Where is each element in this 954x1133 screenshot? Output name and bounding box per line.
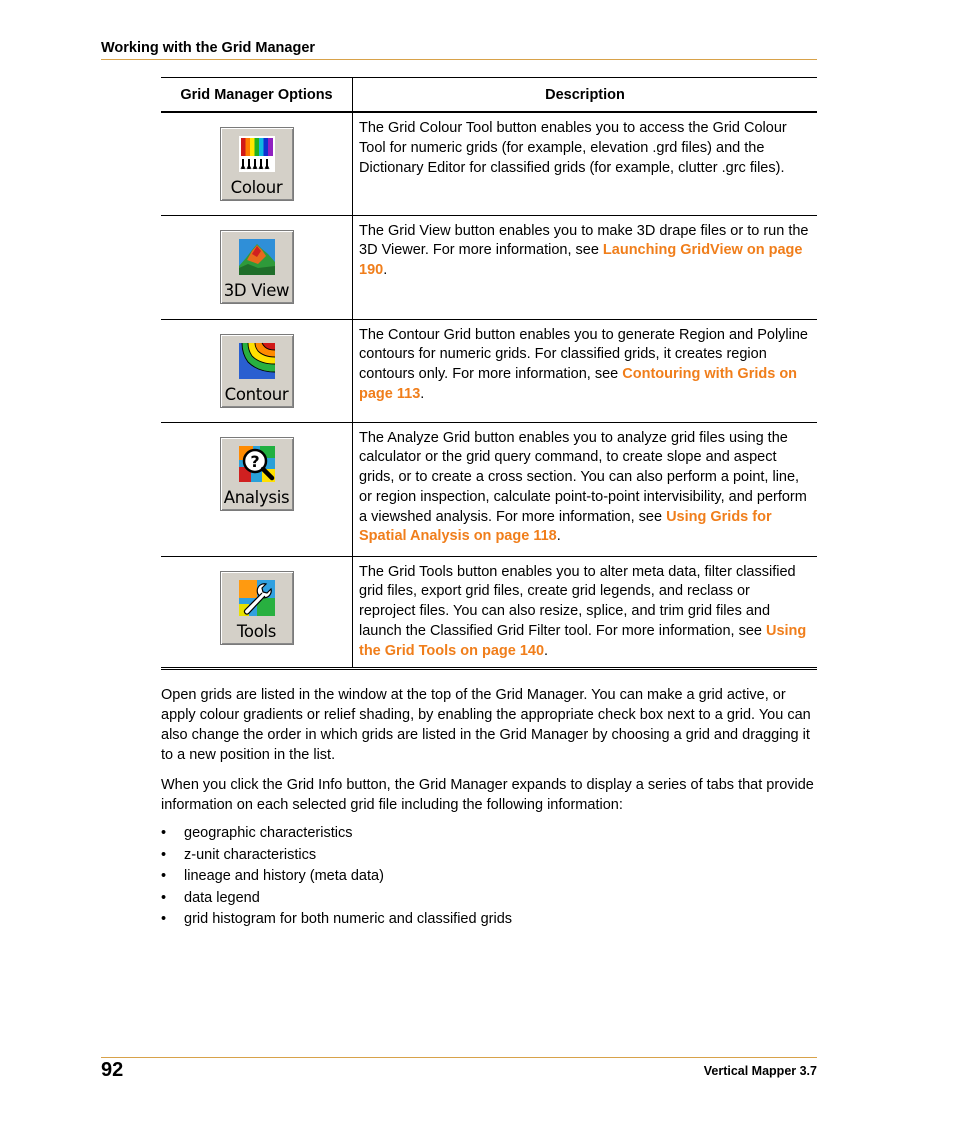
footer-rule xyxy=(101,1057,817,1058)
list-item: • geographic characteristics xyxy=(161,823,512,845)
list-item: • data legend xyxy=(161,888,512,910)
list-item: • z-unit characteristics xyxy=(161,845,512,867)
svg-text:?: ? xyxy=(249,451,260,471)
cross-reference-link[interactable]: Using Grids for Spatial Analysis on page 118 xyxy=(359,508,772,545)
column-header-description: Description xyxy=(353,78,818,113)
table-row xyxy=(161,215,817,319)
analysis-button[interactable] xyxy=(220,437,294,511)
button-label: Tools xyxy=(236,621,277,641)
description-cell: The Contour Grid button enables you to generate Region and Polyline contours for numeric grids. For classified grids, it creates region contours only. For more information, see Contouring with Grids on page 113. xyxy=(353,319,818,422)
terrain-3d-icon xyxy=(238,238,276,276)
description-cell: The Grid Colour Tool button enables you to access the Grid Colour Tool for numeric grids (for example, elevation .grd files) and the Dictionary Editor for classified grids (for example, clutter .grc files). xyxy=(353,112,818,215)
column-header-options: Grid Manager Options xyxy=(161,78,353,113)
table-row xyxy=(161,319,817,422)
footer-title: Vertical Mapper 3.7 xyxy=(703,1064,817,1078)
button-label: Colour xyxy=(230,178,283,197)
running-header: Working with the Grid Manager xyxy=(101,40,316,56)
description-cell: The Grid Tools button enables you to alter meta data, filter classified grid files, export grid files, create grid legends, and reclass or reproject files. You can also resize, splice, and trim grid files and launch the Classified Grid Filter tool. For more information, see Using the Grid Tools on page 140. xyxy=(353,556,818,668)
colour-spectrum-icon xyxy=(238,135,276,173)
list-item: • grid histogram for both numeric and classified grids xyxy=(161,909,512,931)
description-cell: The Grid View button enables you to make 3D drape files or to run the 3D Viewer. For more information, see Launching GridView on page 190. xyxy=(353,215,818,319)
colour-button[interactable] xyxy=(220,127,294,201)
button-label: Analysis xyxy=(223,487,290,507)
page-number: 92 xyxy=(101,1059,124,1081)
header-rule xyxy=(101,59,817,60)
table-row xyxy=(161,112,817,215)
button-label: 3D View xyxy=(223,280,290,300)
tools-button[interactable] xyxy=(220,571,294,645)
grid-manager-options-table xyxy=(161,77,817,670)
body-paragraph: When you click the Grid Info button, the Grid Manager expands to display a series of tabs that provide information on each selected grid file including the following information: xyxy=(161,777,814,813)
list-item: • lineage and history (meta data) xyxy=(161,866,512,888)
magnifier-question-icon xyxy=(238,445,276,483)
body-paragraph: Open grids are listed in the window at the top of the Grid Manager. You can make a grid active, or apply colour gradients or relief shading, by enabling the appropriate check box next to a grid. You can also change the order in which grids are listed in the Grid Manager by choosing a grid and dragging it to a new position in the list. xyxy=(161,687,811,763)
contour-button[interactable] xyxy=(220,334,294,408)
cross-reference-link[interactable]: Using the Grid Tools on page 140 xyxy=(359,622,807,659)
table-row xyxy=(161,422,817,556)
cross-reference-link[interactable]: Launching GridView on page 190 xyxy=(359,242,803,279)
cross-reference-link[interactable]: Contouring with Grids on page 113 xyxy=(359,366,798,402)
description-cell: The Analyze Grid button enables you to analyze grid files using the calculator or the grid query command, to create slope and aspect grids, or to create a cross section. You can also perform a point, line, or region inspection, calculate point-to-point intervisibility, and perform a viewshed analysis. For more information, see Using Grids for Spatial Analysis on page 118. xyxy=(353,422,818,556)
table-row xyxy=(161,556,817,668)
info-bullet-list xyxy=(161,823,512,931)
contour-lines-icon xyxy=(238,342,276,380)
3d-view-button[interactable] xyxy=(220,230,294,304)
wrench-icon xyxy=(238,579,276,617)
button-label: Contour xyxy=(224,384,289,404)
